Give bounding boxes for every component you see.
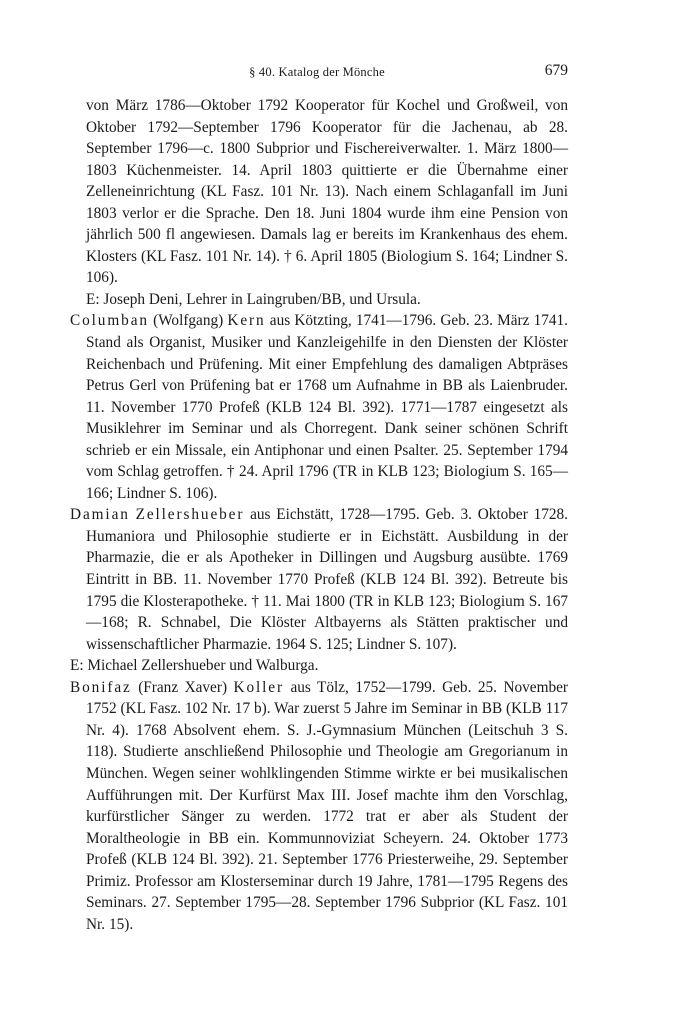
entry-religious-name: Bonifaz bbox=[70, 678, 132, 696]
entry-text: aus Tölz, 1752—1799. Geb. 25. November 1752 (KL Fasz. 102 Nr. 17 b). War zuerst 5 Jahre im Seminar in BB (KLB 117 Nr. 4). 1768 Absolvent ehem. S. J.-Gymnasium München (Leitschuh 3 S. 118). Studierte anschließend Philosophie und Theologie am Gregorianum in München. Wegen seiner wohlklingenden Stimme wirkte er bei musikalischen Aufführungen mit. Der Kurfürst Max III. Josef machte ihm den Vorschlag, kurfürstlicher Sänger zu werden. 1772 trat er aber als Student der Moraltheologie in BB ein. Kommunnoviziat Scheyern. 24. Oktober 1773 Profeß (KLB 124 Bl. 392). 21. September 1776 Priesterweihe, 29. September Primiz. Professor am Klosterseminar durch 19 Jahre, 1781—1795 Regens des Seminars. 27. September 1795—28. September 1796 Subprior (KL Fasz. 101 Nr. 15). bbox=[86, 678, 569, 933]
entry-text: aus Kötzting, 1741—1796. Geb. 23. März 1741. Stand als Organist, Musiker und Kanzleigehilfe in den Diensten der Klöster Reichenbach und Prüfening. Mit einer Empfehlung des damaligen Abtpräses Petrus Gerl von Prüfening bat er 1768 um Aufnahme in BB als Laienbruder. 11. November 1770 Profeß (KLB 124 Bl. 392). 1771—1787 eingesetzt als Musiklehrer im Seminar und als Chorregent. Dank seiner schönen Schrift schrieb er ein Missale, ein Antiphonar und einen Psalter. 25. September 1794 vom Schlag getroffen. † 24. April 1796 (TR in KLB 123; Biologium S. 165—166; Lindner S. 106). bbox=[86, 312, 568, 502]
entry-bonifaz bbox=[70, 677, 568, 936]
continuation-parents: E: Joseph Deni, Lehrer in Laingruben/BB, und Ursula. bbox=[86, 290, 421, 308]
entry-columban bbox=[70, 310, 568, 504]
continuation-paragraph bbox=[70, 95, 568, 310]
page-number: 679 bbox=[544, 62, 568, 79]
entry-parents: E: Michael Zellershueber und Walburga. bbox=[70, 657, 319, 675]
entry-surname: Zellershueber bbox=[135, 506, 245, 524]
continuation-text: von März 1786—Oktober 1792 Kooperator für Kochel und Großweil, von Oktober 1792—September 1796 Kooperator für die Jachenau, ab 28. September 1796—c. 1800 Subprior und Fischereiverwalter. 1. März 1800—1803 Küchenmeister. 14. April 1803 quittierte er die Übernahme einer Zelleneinrichtung (KL Fasz. 101 Nr. 13). Nach einem Schlaganfall im Juni 1803 verlor er die Sprache. Den 18. Juni 1804 wurde ihm eine Pension von jährlich 500 fl angewiesen. Damals lag er bereits im Krankenhaus des ehem. Klosters (KL Fasz. 101 Nr. 14). † 6. April 1805 (Biologium S. 164; Lindner S. 106). bbox=[86, 97, 568, 287]
running-head-title: § 40. Katalog der Mönche bbox=[249, 65, 385, 79]
entry-surname: Kern bbox=[227, 312, 266, 330]
entry-surname: Koller bbox=[233, 678, 284, 696]
page-body bbox=[70, 95, 568, 935]
entry-religious-name: Columban bbox=[70, 312, 149, 330]
running-head bbox=[66, 62, 568, 82]
entry-baptismal-name: (Franz Xaver) bbox=[131, 678, 234, 696]
entry-damian bbox=[70, 504, 568, 676]
entry-text: aus Eichstätt, 1728—1795. Geb. 3. Oktober 1728. Humaniora und Philosophie studierte er in Eichstätt. Ausbildung in der Pharmazie, die er als Apotheker in Dillingen und Augsburg ausübte. 1769 Eintritt in BB. 11. November 1770 Profeß (KLB 124 Bl. 392). Betreute bis 1795 die Klosterapotheke. † 11. Mai 1800 (TR in KLB 123; Biologium S. 167—168; R. Schnabel, Die Klöster Altbayerns als Stätten praktischer und wissenschaftlicher Pharmazie. 1964 S. 125; Lindner S. 107). bbox=[86, 506, 568, 653]
entry-religious-name: Damian bbox=[70, 506, 130, 524]
entry-baptismal-name: (Wolfgang) bbox=[148, 312, 228, 330]
